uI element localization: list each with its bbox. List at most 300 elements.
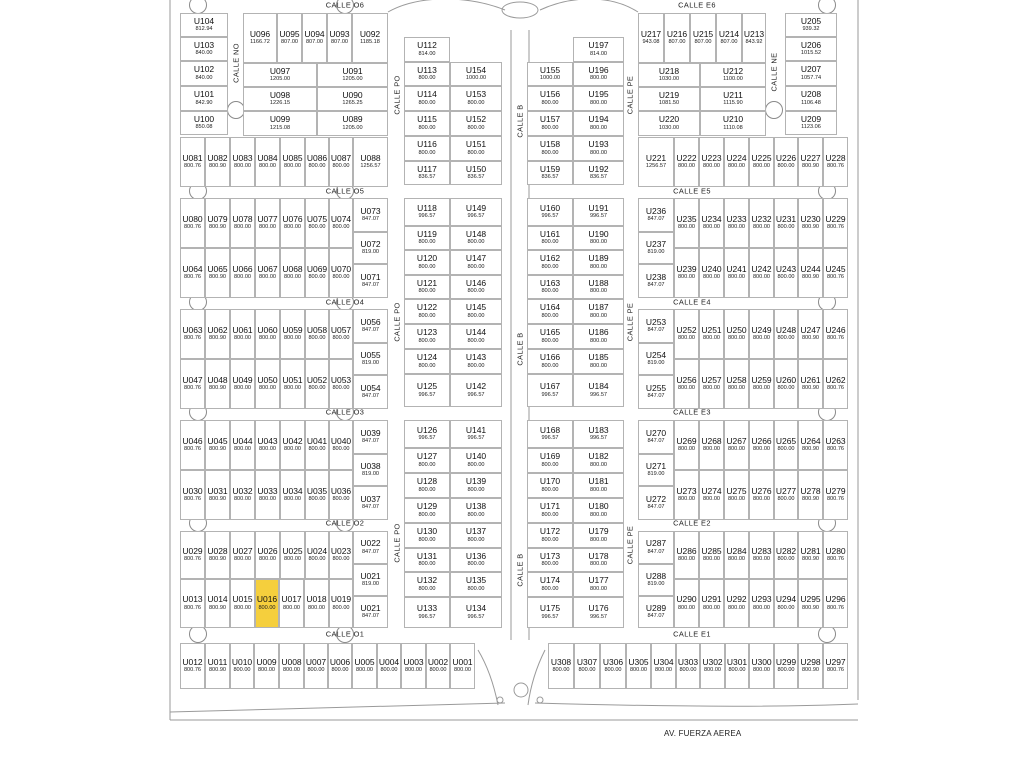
- lot-u117[interactable]: [404, 161, 450, 185]
- lot-id: U062: [207, 324, 228, 335]
- lot-u080[interactable]: [180, 198, 205, 248]
- lot-u240[interactable]: [699, 248, 724, 298]
- lot-u069[interactable]: [305, 248, 329, 298]
- lot-u276[interactable]: [749, 470, 774, 520]
- lot-u178[interactable]: [573, 548, 624, 572]
- lot-u192[interactable]: [573, 161, 624, 185]
- lot-u236[interactable]: [638, 198, 674, 232]
- lot-u282[interactable]: [774, 531, 798, 579]
- lot-u004[interactable]: [377, 643, 401, 689]
- lot-u133[interactable]: [404, 597, 450, 628]
- lot-u022[interactable]: [353, 531, 388, 564]
- lot-u064[interactable]: [180, 248, 205, 298]
- lot-u009[interactable]: [254, 643, 279, 689]
- lot-u119[interactable]: [404, 226, 450, 250]
- lot-u171[interactable]: [527, 498, 573, 523]
- lot-u170[interactable]: [527, 473, 573, 498]
- lot-u246[interactable]: [823, 309, 848, 359]
- lot-u279[interactable]: [823, 470, 848, 520]
- lot-u048[interactable]: [205, 359, 230, 409]
- lot-u007[interactable]: [304, 643, 328, 689]
- lot-u268[interactable]: [699, 420, 724, 470]
- lot-u114[interactable]: [404, 86, 450, 111]
- lot-u210[interactable]: [700, 111, 766, 136]
- lot-u037[interactable]: [353, 486, 388, 520]
- lot-u012[interactable]: [180, 643, 205, 689]
- lot-u124[interactable]: [404, 349, 450, 374]
- lot-u016[interactable]: [255, 579, 279, 628]
- lot-u019[interactable]: [329, 579, 353, 628]
- lot-u286[interactable]: [674, 531, 699, 579]
- lot-u288[interactable]: [638, 564, 674, 596]
- lot-u003[interactable]: [401, 643, 426, 689]
- lot-u241[interactable]: [724, 248, 749, 298]
- lot-u234[interactable]: [699, 198, 724, 248]
- lot-u083[interactable]: [230, 137, 255, 187]
- lot-u305[interactable]: [626, 643, 651, 689]
- lot-u160[interactable]: [527, 198, 573, 226]
- lot-u056[interactable]: [353, 309, 388, 343]
- lot-u215[interactable]: [690, 13, 716, 63]
- lot-u021[interactable]: [353, 596, 388, 628]
- lot-u062[interactable]: [205, 309, 230, 359]
- lot-u132[interactable]: [404, 572, 450, 597]
- lot-u254[interactable]: [638, 343, 674, 375]
- lot-u101[interactable]: [180, 86, 228, 111]
- lot-u230[interactable]: [798, 198, 823, 248]
- lot-u135[interactable]: [450, 572, 502, 597]
- lot-u141[interactable]: [450, 420, 502, 448]
- lot-u290[interactable]: [674, 579, 699, 628]
- lot-u065[interactable]: [205, 248, 230, 298]
- lot-u269[interactable]: [674, 420, 699, 470]
- lot-u129[interactable]: [404, 498, 450, 523]
- lot-u137[interactable]: [450, 523, 502, 548]
- lot-u292[interactable]: [724, 579, 749, 628]
- lot-u264[interactable]: [798, 420, 823, 470]
- lot-u243[interactable]: [774, 248, 798, 298]
- lot-u139[interactable]: [450, 473, 502, 498]
- lot-u041[interactable]: [305, 420, 329, 470]
- lot-u216[interactable]: [664, 13, 690, 63]
- lot-u049[interactable]: [230, 359, 255, 409]
- lot-u098[interactable]: [243, 87, 317, 111]
- lot-u211[interactable]: [700, 87, 766, 111]
- lot-u029[interactable]: [180, 531, 205, 579]
- lot-u094[interactable]: [302, 13, 327, 63]
- lot-u167[interactable]: [527, 374, 573, 407]
- lot-u039[interactable]: [353, 420, 388, 454]
- lot-u188[interactable]: [573, 275, 624, 299]
- lot-u099[interactable]: [243, 111, 317, 136]
- lot-u179[interactable]: [573, 523, 624, 548]
- lot-u113[interactable]: [404, 62, 450, 86]
- lot-area: 800.00: [604, 667, 622, 674]
- lot-u087[interactable]: [329, 137, 353, 187]
- lot-u046[interactable]: [180, 420, 205, 470]
- lot-u208[interactable]: [785, 86, 837, 111]
- lot-u280[interactable]: [823, 531, 848, 579]
- lot-u085[interactable]: [280, 137, 305, 187]
- lot-u161[interactable]: [527, 226, 573, 250]
- lot-u084[interactable]: [255, 137, 280, 187]
- lot-u073[interactable]: [353, 198, 388, 232]
- lot-u219[interactable]: [638, 87, 700, 111]
- lot-u118[interactable]: [404, 198, 450, 226]
- lot-u072[interactable]: [353, 232, 388, 264]
- lot-u145[interactable]: [450, 299, 502, 324]
- lot-u191[interactable]: [573, 198, 624, 226]
- lot-u043[interactable]: [255, 420, 280, 470]
- lot-u250[interactable]: [724, 309, 749, 359]
- lot-u125[interactable]: [404, 374, 450, 407]
- lot-u162[interactable]: [527, 250, 573, 275]
- lot-u273[interactable]: [674, 470, 699, 520]
- lot-u253[interactable]: [638, 309, 674, 343]
- lot-u223[interactable]: [699, 137, 724, 187]
- lot-u174[interactable]: [527, 572, 573, 597]
- lot-u298[interactable]: [798, 643, 823, 689]
- lot-u271[interactable]: [638, 454, 674, 486]
- lot-u217[interactable]: [638, 13, 664, 63]
- lot-u156[interactable]: [527, 86, 573, 111]
- lot-u057[interactable]: [329, 309, 353, 359]
- lot-u296[interactable]: [823, 579, 848, 628]
- lot-u263[interactable]: [823, 420, 848, 470]
- lot-u260[interactable]: [774, 359, 798, 409]
- lot-u078[interactable]: [230, 198, 255, 248]
- lot-u036[interactable]: [329, 470, 353, 520]
- lot-u285[interactable]: [699, 531, 724, 579]
- lot-u053[interactable]: [329, 359, 353, 409]
- lot-u102[interactable]: [180, 61, 228, 86]
- lot-u157[interactable]: [527, 111, 573, 136]
- lot-u235[interactable]: [674, 198, 699, 248]
- lot-u272[interactable]: [638, 486, 674, 520]
- lot-u277[interactable]: [774, 470, 798, 520]
- lot-u180[interactable]: [573, 498, 624, 523]
- lot-u089[interactable]: [317, 111, 388, 136]
- lot-u077[interactable]: [255, 198, 280, 248]
- lot-u148[interactable]: [450, 226, 502, 250]
- lot-u182[interactable]: [573, 448, 624, 473]
- lot-u176[interactable]: [573, 597, 624, 628]
- lot-u151[interactable]: [450, 136, 502, 161]
- lot-u166[interactable]: [527, 349, 573, 374]
- lot-u096[interactable]: [243, 13, 277, 63]
- lot-u229[interactable]: [823, 198, 848, 248]
- lot-u245[interactable]: [823, 248, 848, 298]
- lot-u164[interactable]: [527, 299, 573, 324]
- lot-u294[interactable]: [774, 579, 798, 628]
- lot-u147[interactable]: [450, 250, 502, 275]
- lot-u222[interactable]: [674, 137, 699, 187]
- lot-u153[interactable]: [450, 86, 502, 111]
- lot-u112[interactable]: [404, 37, 450, 62]
- lot-id: U088: [360, 152, 381, 163]
- lot-u244[interactable]: [798, 248, 823, 298]
- lot-u033[interactable]: [255, 470, 280, 520]
- lot-u274[interactable]: [699, 470, 724, 520]
- lot-u015[interactable]: [230, 579, 255, 628]
- lot-u079[interactable]: [205, 198, 230, 248]
- lot-u026[interactable]: [255, 531, 280, 579]
- lot-u159[interactable]: [527, 161, 573, 185]
- lot-u195[interactable]: [573, 86, 624, 111]
- lot-u058[interactable]: [305, 309, 329, 359]
- lot-u059[interactable]: [280, 309, 305, 359]
- lot-id: U263: [825, 435, 846, 446]
- lot-u017[interactable]: [279, 579, 304, 628]
- lot-u233[interactable]: [724, 198, 749, 248]
- lot-u242[interactable]: [749, 248, 774, 298]
- lot-u177[interactable]: [573, 572, 624, 597]
- lot-u181[interactable]: [573, 473, 624, 498]
- lot-u014[interactable]: [205, 579, 230, 628]
- lot-u183[interactable]: [573, 420, 624, 448]
- lot-u075[interactable]: [305, 198, 329, 248]
- lot-u232[interactable]: [749, 198, 774, 248]
- lot-u121[interactable]: [404, 275, 450, 299]
- lot-u120[interactable]: [404, 250, 450, 275]
- lot-u206[interactable]: [785, 37, 837, 61]
- lot-u050[interactable]: [255, 359, 280, 409]
- lot-u088[interactable]: [353, 137, 388, 187]
- lot-u082[interactable]: [205, 137, 230, 187]
- lot-u225[interactable]: [749, 137, 774, 187]
- lot-u010[interactable]: [230, 643, 254, 689]
- lot-u018[interactable]: [304, 579, 329, 628]
- lot-u297[interactable]: [823, 643, 848, 689]
- lot-u300[interactable]: [749, 643, 774, 689]
- lot-u027[interactable]: [230, 531, 255, 579]
- lot-u042[interactable]: [280, 420, 305, 470]
- lot-u095[interactable]: [277, 13, 302, 63]
- lot-u031[interactable]: [205, 470, 230, 520]
- lot-u136[interactable]: [450, 548, 502, 572]
- lot-u227[interactable]: [798, 137, 823, 187]
- lot-u091[interactable]: [317, 63, 388, 87]
- lot-u047[interactable]: [180, 359, 205, 409]
- lot-u256[interactable]: [674, 359, 699, 409]
- lot-u149[interactable]: [450, 198, 502, 226]
- lot-u134[interactable]: [450, 597, 502, 628]
- lot-u122[interactable]: [404, 299, 450, 324]
- lot-u168[interactable]: [527, 420, 573, 448]
- lot-u184[interactable]: [573, 374, 624, 407]
- lot-u257[interactable]: [699, 359, 724, 409]
- lot-u308[interactable]: [548, 643, 574, 689]
- lot-u261[interactable]: [798, 359, 823, 409]
- lot-u146[interactable]: [450, 275, 502, 299]
- lot-u251[interactable]: [699, 309, 724, 359]
- lot-u169[interactable]: [527, 448, 573, 473]
- lot-u205[interactable]: [785, 13, 837, 37]
- lot-u076[interactable]: [280, 198, 305, 248]
- lot-u070[interactable]: [329, 248, 353, 298]
- lot-u209[interactable]: [785, 111, 837, 135]
- lot-u044[interactable]: [230, 420, 255, 470]
- lot-id: U086: [306, 152, 328, 163]
- lot-u100[interactable]: [180, 111, 228, 135]
- lot-u289[interactable]: [638, 596, 674, 628]
- lot-u293[interactable]: [749, 579, 774, 628]
- lot-u284[interactable]: [724, 531, 749, 579]
- lot-u189[interactable]: [573, 250, 624, 275]
- lot-u193[interactable]: [573, 136, 624, 161]
- lot-u258[interactable]: [724, 359, 749, 409]
- lot-u052[interactable]: [305, 359, 329, 409]
- lot-u267[interactable]: [724, 420, 749, 470]
- street-label: CALLE E3: [673, 407, 711, 417]
- lot-u212[interactable]: [700, 63, 766, 87]
- lot-u163[interactable]: [527, 275, 573, 299]
- lot-u221[interactable]: [638, 137, 674, 187]
- lot-u066[interactable]: [230, 248, 255, 298]
- lot-u248[interactable]: [774, 309, 798, 359]
- lot-u006[interactable]: [328, 643, 352, 689]
- lot-u295[interactable]: [798, 579, 823, 628]
- lot-u023[interactable]: [329, 531, 353, 579]
- lot-u127[interactable]: [404, 448, 450, 473]
- lot-u040[interactable]: [329, 420, 353, 470]
- lot-u196[interactable]: [573, 62, 624, 86]
- lot-u024[interactable]: [305, 531, 329, 579]
- lot-u143[interactable]: [450, 349, 502, 374]
- lot-u194[interactable]: [573, 111, 624, 136]
- lot-u220[interactable]: [638, 111, 700, 136]
- lot-u097[interactable]: [243, 63, 317, 87]
- lot-u154[interactable]: [450, 62, 502, 86]
- lot-u150[interactable]: [450, 161, 502, 185]
- lot-u214[interactable]: [716, 13, 742, 63]
- lot-u307[interactable]: [574, 643, 600, 689]
- lot-u001[interactable]: [450, 643, 475, 689]
- lot-u281[interactable]: [798, 531, 823, 579]
- lot-u299[interactable]: [774, 643, 798, 689]
- lot-u238[interactable]: [638, 264, 674, 298]
- lot-u104[interactable]: [180, 13, 228, 37]
- lot-u126[interactable]: [404, 420, 450, 448]
- lot-u067[interactable]: [255, 248, 280, 298]
- lot-u013[interactable]: [180, 579, 205, 628]
- lot-u140[interactable]: [450, 448, 502, 473]
- lot-u207[interactable]: [785, 61, 837, 86]
- lot-u035[interactable]: [305, 470, 329, 520]
- lot-u197[interactable]: [573, 37, 624, 62]
- lot-u128[interactable]: [404, 473, 450, 498]
- lot-u138[interactable]: [450, 498, 502, 523]
- lot-u093[interactable]: [327, 13, 352, 63]
- lot-u275[interactable]: [724, 470, 749, 520]
- lot-u116[interactable]: [404, 136, 450, 161]
- lot-u011[interactable]: [205, 643, 230, 689]
- lot-u152[interactable]: [450, 111, 502, 136]
- lot-u303[interactable]: [676, 643, 700, 689]
- lot-u239[interactable]: [674, 248, 699, 298]
- lot-u051[interactable]: [280, 359, 305, 409]
- lot-u185[interactable]: [573, 349, 624, 374]
- lot-u030[interactable]: [180, 470, 205, 520]
- lot-u291[interactable]: [699, 579, 724, 628]
- lot-u028[interactable]: [205, 531, 230, 579]
- lot-u270[interactable]: [638, 420, 674, 454]
- lot-u247[interactable]: [798, 309, 823, 359]
- lot-u005[interactable]: [352, 643, 377, 689]
- lot-u252[interactable]: [674, 309, 699, 359]
- lot-u266[interactable]: [749, 420, 774, 470]
- lot-u060[interactable]: [255, 309, 280, 359]
- lot-u302[interactable]: [700, 643, 725, 689]
- lot-u081[interactable]: [180, 137, 205, 187]
- lot-u130[interactable]: [404, 523, 450, 548]
- lot-u172[interactable]: [527, 523, 573, 548]
- lot-u071[interactable]: [353, 264, 388, 298]
- lot-u186[interactable]: [573, 324, 624, 349]
- lot-u278[interactable]: [798, 470, 823, 520]
- lot-u063[interactable]: [180, 309, 205, 359]
- lot-u025[interactable]: [280, 531, 305, 579]
- lot-u055[interactable]: [353, 343, 388, 375]
- lot-u086[interactable]: [305, 137, 329, 187]
- lot-u255[interactable]: [638, 375, 674, 409]
- lot-u213[interactable]: [742, 13, 766, 63]
- lot-u173[interactable]: [527, 548, 573, 572]
- lot-u224[interactable]: [724, 137, 749, 187]
- lot-u287[interactable]: [638, 531, 674, 564]
- lot-u158[interactable]: [527, 136, 573, 161]
- lot-u283[interactable]: [749, 531, 774, 579]
- lot-u259[interactable]: [749, 359, 774, 409]
- lot-u021[interactable]: [353, 564, 388, 596]
- lot-u262[interactable]: [823, 359, 848, 409]
- lot-u002[interactable]: [426, 643, 450, 689]
- lot-u054[interactable]: [353, 375, 388, 409]
- lot-u123[interactable]: [404, 324, 450, 349]
- lot-u249[interactable]: [749, 309, 774, 359]
- lot-u034[interactable]: [280, 470, 305, 520]
- lot-u068[interactable]: [280, 248, 305, 298]
- lot-u218[interactable]: [638, 63, 700, 87]
- lot-u131[interactable]: [404, 548, 450, 572]
- lot-u115[interactable]: [404, 111, 450, 136]
- lot-u061[interactable]: [230, 309, 255, 359]
- lot-u032[interactable]: [230, 470, 255, 520]
- lot-u237[interactable]: [638, 232, 674, 264]
- lot-u226[interactable]: [774, 137, 798, 187]
- lot-u190[interactable]: [573, 226, 624, 250]
- lot-u301[interactable]: [725, 643, 749, 689]
- lot-u187[interactable]: [573, 299, 624, 324]
- lot-u306[interactable]: [600, 643, 626, 689]
- lot-u265[interactable]: [774, 420, 798, 470]
- lot-u045[interactable]: [205, 420, 230, 470]
- lot-u008[interactable]: [279, 643, 304, 689]
- lot-u175[interactable]: [527, 597, 573, 628]
- lot-u103[interactable]: [180, 37, 228, 61]
- lot-u231[interactable]: [774, 198, 798, 248]
- lot-u228[interactable]: [823, 137, 848, 187]
- lot-u142[interactable]: [450, 374, 502, 407]
- lot-u074[interactable]: [329, 198, 353, 248]
- lot-u165[interactable]: [527, 324, 573, 349]
- lot-u144[interactable]: [450, 324, 502, 349]
- lot-u038[interactable]: [353, 454, 388, 486]
- lot-u090[interactable]: [317, 87, 388, 111]
- lot-u092[interactable]: [352, 13, 388, 63]
- lot-u155[interactable]: [527, 62, 573, 86]
- lot-u304[interactable]: [651, 643, 676, 689]
